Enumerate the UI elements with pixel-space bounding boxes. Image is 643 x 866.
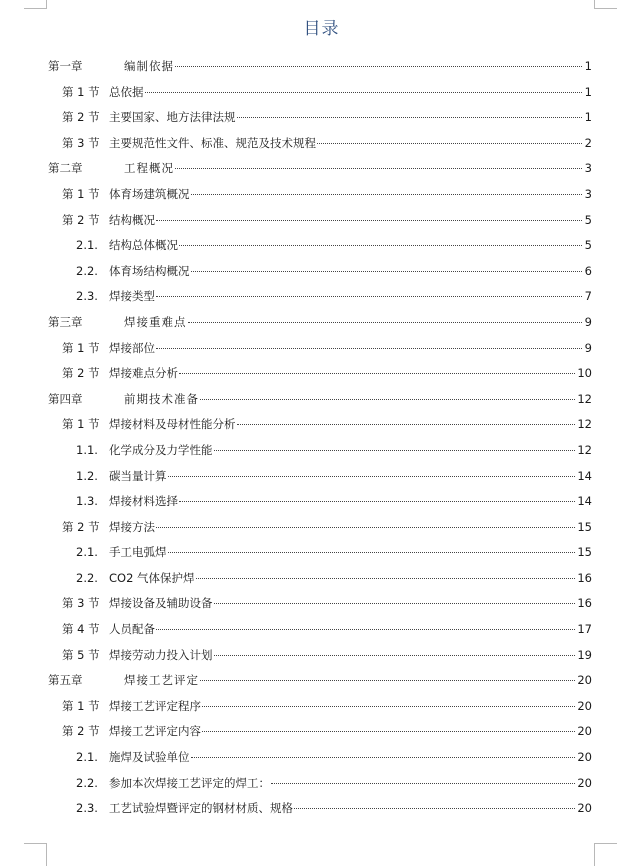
toc-entry-page-number: 16 [577, 596, 592, 611]
toc-entry-number: 第五章 [48, 673, 83, 688]
toc-dot-leader [175, 168, 582, 169]
toc-entry-title: 结构总体概况 [109, 238, 178, 253]
toc-entry-page-number: 20 [577, 698, 592, 713]
toc-entry-number: 第 1 节 [62, 340, 100, 355]
toc-entry-number: 第 1 节 [62, 84, 100, 99]
toc-entry-number: 2.1. [76, 545, 98, 560]
toc-entry[interactable] [48, 515, 592, 541]
toc-entry[interactable] [48, 387, 592, 413]
toc-dot-leader [271, 783, 575, 784]
toc-entry-number: 第 2 节 [62, 110, 100, 125]
toc-dot-leader [191, 194, 583, 195]
toc-entry-number: 2.2. [76, 263, 98, 278]
toc-entry-title: 参加本次焊接工艺评定的焊工： [109, 775, 270, 790]
toc-dot-leader [191, 271, 583, 272]
toc-dot-leader [237, 117, 583, 118]
toc-entry-number: 第 1 节 [62, 186, 100, 201]
toc-dot-leader [179, 373, 575, 374]
toc-dot-leader [156, 629, 575, 630]
toc-entry-page-number: 1 [584, 59, 592, 73]
toc-entry-page-number: 15 [577, 519, 592, 534]
toc-dot-leader [156, 527, 575, 528]
toc-entry-title: 结构概况 [109, 212, 155, 227]
toc-entry[interactable] [48, 438, 592, 464]
toc-dot-leader [156, 220, 582, 221]
toc-dot-leader [168, 476, 576, 477]
toc-entry-page-number: 17 [577, 622, 592, 637]
toc-dot-leader [294, 808, 575, 809]
toc-dot-leader [188, 322, 583, 323]
toc-entry-page-number: 10 [577, 366, 592, 381]
toc-entry-title: 工程概况 [124, 161, 174, 176]
toc-entry[interactable] [48, 540, 592, 566]
toc-dot-leader [145, 92, 583, 93]
toc-entry-title: 工艺试验焊暨评定的钢材材质、规格 [109, 801, 293, 816]
toc-entry-page-number: 16 [577, 570, 592, 585]
toc-entry[interactable] [48, 694, 592, 720]
toc-entry-title: 体育场建筑概况 [109, 186, 190, 201]
toc-entry-page-number: 1 [584, 110, 592, 125]
toc-entry-title: 化学成分及力学性能 [109, 442, 213, 457]
toc-entry[interactable] [48, 566, 592, 592]
toc-entry-number: 1.1. [76, 442, 98, 457]
toc-dot-leader [179, 245, 582, 246]
toc-entry-page-number: 12 [577, 417, 592, 432]
toc-entry-title: 前期技术准备 [124, 391, 199, 406]
toc-entry-title: 焊接设备及辅助设备 [109, 596, 213, 611]
toc-entry-title: 编制依据 [124, 59, 174, 73]
toc-entry-page-number: 6 [584, 263, 592, 278]
toc-entry-number: 第二章 [48, 161, 83, 176]
corner-crop-mark-bottom-right [594, 843, 617, 866]
toc-entry-page-number: 20 [577, 750, 592, 765]
toc-dot-leader [196, 578, 576, 579]
toc-entry-title: 焊接材料选择 [109, 494, 178, 509]
toc-entry-title: 主要规范性文件、标准、规范及技术规程 [109, 135, 316, 150]
toc-entry[interactable] [48, 591, 592, 617]
toc-entry[interactable] [48, 745, 592, 771]
toc-entry[interactable] [48, 131, 592, 157]
toc-entry[interactable] [48, 668, 592, 694]
toc-entry-page-number: 12 [577, 391, 592, 406]
toc-entry-page-number: 20 [577, 801, 592, 816]
toc-entry-page-number: 14 [577, 468, 592, 483]
toc-dot-leader [202, 706, 575, 707]
toc-entry-page-number: 9 [584, 340, 592, 355]
toc-entry[interactable] [48, 336, 592, 362]
toc-entry[interactable] [48, 719, 592, 745]
toc-entry-title: CO2 气体保护焊 [109, 570, 195, 585]
toc-entry-page-number: 20 [577, 673, 592, 688]
toc-entry[interactable] [48, 771, 592, 797]
toc-entry[interactable] [48, 489, 592, 515]
toc-entry-number: 2.2. [76, 570, 98, 585]
toc-entry-title: 焊接重难点 [124, 314, 187, 329]
toc-entry-title: 焊接劳动力投入计划 [109, 647, 213, 662]
toc-dot-leader [156, 348, 582, 349]
toc-entry-title: 焊接部位 [109, 340, 155, 355]
table-of-contents [48, 54, 592, 822]
toc-entry-title: 主要国家、地方法律法规 [109, 110, 236, 125]
toc-entry[interactable] [48, 208, 592, 234]
toc-dot-leader [191, 757, 576, 758]
toc-entry[interactable] [48, 796, 592, 822]
toc-entry-number: 第 1 节 [62, 417, 100, 432]
toc-entry-number: 1.3. [76, 494, 98, 509]
toc-entry[interactable] [48, 105, 592, 131]
toc-entry-title: 施焊及试验单位 [109, 750, 190, 765]
toc-entry-title: 焊接工艺评定程序 [109, 698, 201, 713]
toc-entry-page-number: 14 [577, 494, 592, 509]
toc-title: 目录 [303, 19, 340, 39]
toc-entry-page-number: 12 [577, 442, 592, 457]
corner-crop-mark-top-right [594, 0, 617, 9]
toc-entry[interactable] [48, 284, 592, 310]
corner-crop-mark-bottom-left [24, 843, 47, 866]
toc-entry-number: 第 1 节 [62, 698, 100, 713]
toc-entry-title: 焊接难点分析 [109, 366, 178, 381]
toc-dot-leader [175, 66, 582, 67]
toc-entry[interactable] [48, 617, 592, 643]
toc-dot-leader [156, 296, 582, 297]
toc-entry-number: 第 5 节 [62, 647, 100, 662]
toc-entry-number: 第 3 节 [62, 596, 100, 611]
toc-entry-number: 第 2 节 [62, 366, 100, 381]
toc-entry-number: 2.1. [76, 238, 98, 253]
toc-entry[interactable] [48, 310, 592, 336]
toc-dot-leader [200, 680, 575, 681]
toc-entry-page-number: 19 [577, 647, 592, 662]
toc-entry-title: 碳当量计算 [109, 468, 167, 483]
toc-entry-number: 第 3 节 [62, 135, 100, 150]
toc-entry[interactable] [48, 182, 592, 208]
toc-entry-page-number: 3 [584, 161, 592, 176]
toc-dot-leader [179, 501, 575, 502]
toc-entry-title: 体育场结构概况 [109, 263, 190, 278]
toc-entry[interactable] [48, 643, 592, 669]
toc-entry-page-number: 7 [584, 289, 592, 304]
toc-dot-leader [214, 603, 576, 604]
toc-entry-page-number: 9 [584, 314, 592, 329]
toc-dot-leader [237, 424, 576, 425]
toc-entry-title: 焊接材料及母材性能分析 [109, 417, 236, 432]
toc-entry-title: 焊接类型 [109, 289, 155, 304]
toc-entry[interactable] [48, 54, 592, 80]
toc-entry-number: 第 2 节 [62, 212, 100, 227]
toc-dot-leader [317, 143, 582, 144]
toc-entry-page-number: 2 [584, 135, 592, 150]
toc-entry-title: 手工电弧焊 [109, 545, 167, 560]
toc-entry[interactable] [48, 233, 592, 259]
toc-entry-number: 第 2 节 [62, 519, 100, 534]
toc-entry-page-number: 5 [584, 238, 592, 253]
toc-dot-leader [200, 399, 575, 400]
toc-entry-number: 第四章 [48, 391, 83, 406]
toc-entry-number: 第三章 [48, 314, 83, 329]
toc-entry-number: 1.2. [76, 468, 98, 483]
toc-entry-title: 焊接工艺评定 [124, 673, 199, 688]
toc-entry-page-number: 20 [577, 775, 592, 790]
toc-entry-number: 2.3. [76, 289, 98, 304]
toc-entry[interactable] [48, 80, 592, 106]
toc-entry-number: 第一章 [48, 59, 83, 73]
toc-dot-leader [168, 552, 576, 553]
toc-entry[interactable] [48, 464, 592, 490]
toc-entry-title: 焊接工艺评定内容 [109, 724, 201, 739]
toc-entry[interactable] [48, 361, 592, 387]
toc-dot-leader [202, 731, 575, 732]
toc-entry-page-number: 15 [577, 545, 592, 560]
toc-dot-leader [214, 450, 576, 451]
toc-entry-number: 第 4 节 [62, 622, 100, 637]
toc-entry-number: 2.2. [76, 775, 98, 790]
toc-entry-title: 人员配备 [109, 622, 155, 637]
toc-entry-page-number: 1 [584, 84, 592, 99]
toc-entry-page-number: 20 [577, 724, 592, 739]
corner-crop-mark-top-left [24, 0, 47, 9]
toc-entry-title: 总依据 [109, 84, 144, 99]
toc-entry-title: 焊接方法 [109, 519, 155, 534]
toc-entry[interactable] [48, 156, 592, 182]
toc-entry-page-number: 3 [584, 186, 592, 201]
toc-entry-number: 第 2 节 [62, 724, 100, 739]
toc-entry-number: 2.1. [76, 750, 98, 765]
toc-entry-page-number: 5 [584, 212, 592, 227]
toc-dot-leader [214, 655, 576, 656]
toc-entry-number: 2.3. [76, 801, 98, 816]
toc-entry[interactable] [48, 412, 592, 438]
toc-entry[interactable] [48, 259, 592, 285]
